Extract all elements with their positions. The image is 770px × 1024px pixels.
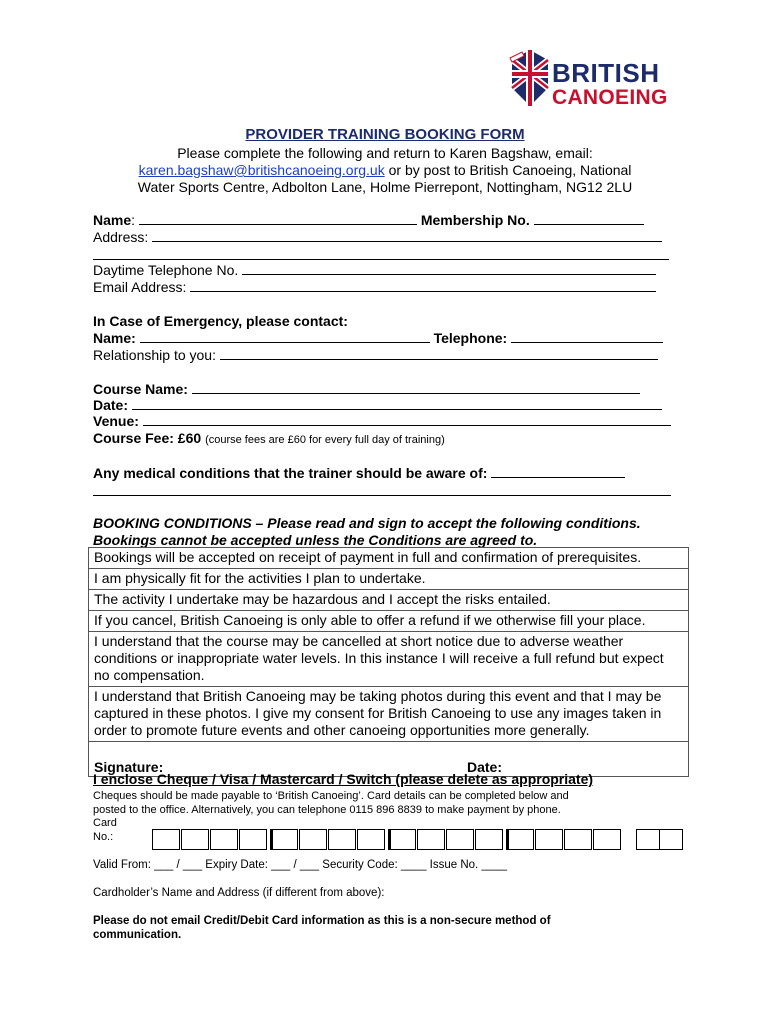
intro-text (80, 145, 690, 196)
card-issue-box[interactable] (636, 829, 660, 850)
condition-6: I understand that British Canoeing may be taking photos during this event and that I may be captured in these photos. I give my consent for British Canoeing to use any images taken in order to promote future events and other canoeing opportunities more generally. (89, 687, 689, 742)
security-warning (93, 914, 551, 942)
venue-label: Venue: (93, 413, 139, 429)
membership-label: Membership No. (420, 212, 530, 228)
card-digit-box[interactable] (593, 829, 621, 850)
address-field[interactable] (152, 229, 662, 242)
emergency-heading: In Case of Emergency, please contact: (93, 313, 348, 329)
cheque-note-line-2: posted to the office. Alternatively, you can telephone 0115 896 8839 to make payment by phone. (93, 804, 561, 816)
medical-field-line-2[interactable] (93, 495, 671, 496)
card-number-label (93, 816, 117, 844)
course-date-label: Date: (93, 397, 129, 413)
british-canoeing-logo (508, 48, 678, 110)
cardholder-line: Cardholder’s Name and Address (if different from above): (93, 887, 385, 899)
table-row (89, 569, 689, 590)
daytime-phone-field[interactable] (242, 262, 656, 275)
venue-field[interactable] (143, 413, 671, 426)
contact-email-link[interactable]: karen.bagshaw@britishcanoeing.org.uk (138, 162, 385, 178)
cheque-note-line-1: Cheques should be made payable to ‘British Canoeing’. Card details can be completed below and (93, 790, 569, 802)
course-date-field[interactable] (132, 397, 662, 410)
name-label: Name (93, 212, 132, 228)
table-row (89, 611, 689, 632)
booking-conditions-table (88, 547, 689, 777)
table-row (89, 687, 689, 742)
email-field[interactable] (190, 279, 656, 292)
table-row (89, 548, 689, 569)
emergency-name-label: Name: (93, 330, 136, 346)
card-digit-box[interactable] (328, 829, 356, 850)
booking-conditions-heading: BOOKING CONDITIONS – Please read and sign to accept the following conditions. Bookings cannot be accepted unless the Conditions are agreed to. (93, 515, 641, 548)
emergency-name-row (93, 330, 663, 347)
course-fee-note: (course fees are £60 for every full day of training) (205, 434, 445, 446)
condition-3: The activity I undertake may be hazardous and I accept the risks entailed. (89, 590, 689, 611)
relationship-label: Relationship to you: (93, 347, 216, 363)
card-digit-box[interactable] (417, 829, 445, 850)
card-issue-box[interactable] (659, 829, 683, 850)
address-label: Address: (93, 229, 149, 245)
card-digit-box[interactable] (210, 829, 238, 850)
daytime-phone-label: Daytime Telephone No. (93, 262, 239, 278)
intro-line-2: or by post to British Canoeing, National (384, 162, 632, 178)
card-digit-box[interactable] (475, 829, 503, 850)
logo-line-canoeing: CANOEING (552, 86, 668, 109)
intro-line-1: Please complete the following and return to Karen Bagshaw, email: (177, 145, 593, 161)
name-field[interactable] (139, 212, 417, 225)
course-name-field[interactable] (192, 381, 640, 394)
relationship-field[interactable] (220, 347, 658, 360)
union-jack-paddle-icon (508, 48, 552, 110)
signature-date-label: Date: (467, 759, 503, 775)
emergency-telephone-field[interactable] (511, 330, 663, 343)
card-digit-box[interactable] (299, 829, 327, 850)
card-digit-box[interactable] (181, 829, 209, 850)
intro-line-3: Water Sports Centre, Adbolton Lane, Holme Pierrepont, Nottingham, NG12 2LU (137, 179, 633, 195)
card-digit-box[interactable] (564, 829, 592, 850)
card-digit-box[interactable] (239, 829, 267, 850)
signature-label: Signature: (94, 759, 164, 775)
name-row: Name: Membership No. (93, 212, 644, 229)
validity-line: Valid From: ___ / ___ Expiry Date: ___ / ___ Security Code: ____ Issue No. ____ (93, 859, 508, 871)
daytime-phone-row (93, 262, 656, 279)
relationship-row (93, 347, 658, 364)
condition-5: I understand that the course may be cancelled at short notice due to adverse weather conditions or inappropriate water levels. In this instance I will receive a full refund but expect no compensation. (89, 632, 689, 687)
email-row (93, 279, 656, 296)
card-digit-box[interactable] (270, 829, 298, 850)
emergency-telephone-label: Telephone: (433, 330, 508, 346)
card-digit-box[interactable] (357, 829, 385, 850)
medical-label: Any medical conditions that the trainer should be aware of: (93, 465, 488, 481)
logo-line-british: BRITISH (552, 58, 660, 88)
address-field-line-2[interactable] (93, 259, 669, 260)
course-name-label: Course Name: (93, 381, 188, 397)
form-title: PROVIDER TRAINING BOOKING FORM (245, 126, 525, 143)
card-digit-box[interactable] (535, 829, 563, 850)
condition-1: Bookings will be accepted on receipt of payment in full and confirmation of prerequisites. (89, 548, 689, 569)
table-row (89, 590, 689, 611)
card-label-line-2: No.: (93, 831, 114, 843)
card-digit-box[interactable] (506, 829, 534, 850)
email-label: Email Address: (93, 279, 187, 295)
course-fee-label: Course Fee: £60 (93, 430, 202, 446)
membership-field[interactable] (534, 212, 644, 225)
card-label-line-1: Card (93, 817, 117, 829)
payment-method-line: I enclose Cheque / Visa / Mastercard / Switch (please delete as appropriate) (93, 771, 594, 787)
medical-row (93, 465, 625, 482)
card-digit-box[interactable] (388, 829, 416, 850)
course-name-row (93, 381, 640, 398)
venue-row (93, 413, 671, 430)
course-fee-row (93, 430, 445, 449)
table-row (89, 632, 689, 687)
address-row (93, 229, 662, 246)
medical-field[interactable] (491, 465, 625, 478)
security-warning-line-1: Please do not email Credit/Debit Card information as this is a non-secure method of (93, 915, 551, 927)
condition-2: I am physically fit for the activities I plan to undertake. (89, 569, 689, 590)
card-digit-box[interactable] (152, 829, 180, 850)
course-date-row (93, 397, 662, 414)
security-warning-line-2: communication. (93, 929, 182, 941)
emergency-name-field[interactable] (140, 330, 430, 343)
card-digit-box[interactable] (446, 829, 474, 850)
condition-4: If you cancel, British Canoeing is only able to offer a refund if we otherwise fill your place. (89, 611, 689, 632)
